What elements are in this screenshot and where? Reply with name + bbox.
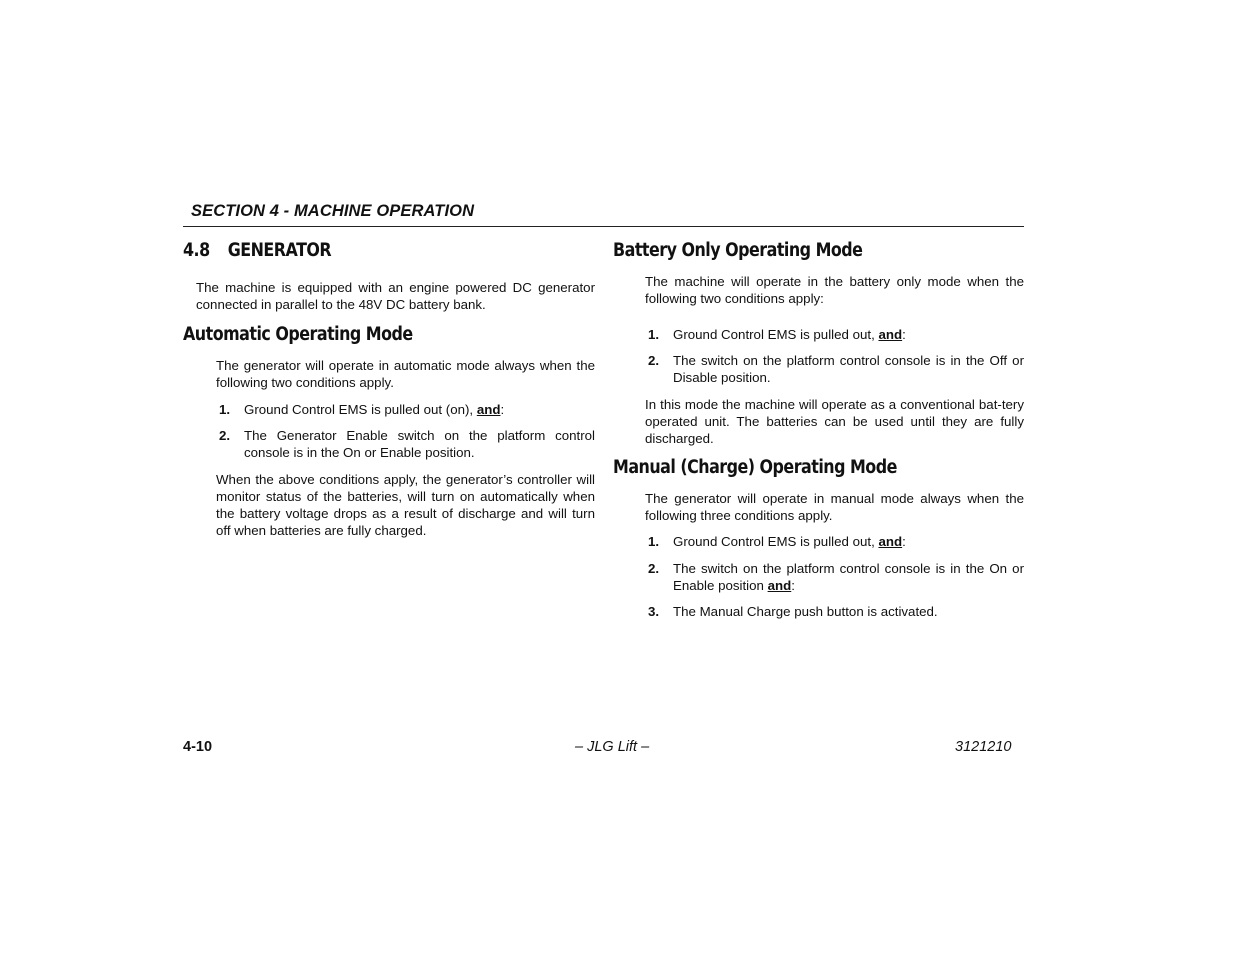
list-item-text: Ground Control EMS is pulled out, and: (673, 327, 906, 342)
section-header: SECTION 4 - MACHINE OPERATION (191, 202, 475, 220)
emphasis-and: and (878, 534, 903, 549)
generator-intro: The machine is equipped with an engine powered DC generator connected in parallel to the 48V DC battery bank. (196, 280, 595, 312)
list-item-text: Ground Control EMS is pulled out, and: (673, 534, 906, 549)
header-divider (183, 226, 1024, 227)
section-title: GENERATOR (227, 240, 332, 261)
list-marker: 2. (648, 561, 660, 576)
emphasis-and: and (878, 327, 903, 342)
list-marker: 2. (219, 428, 231, 443)
automatic-list-item (219, 401, 595, 418)
list-item-text: The switch on the platform control console is in the Off or Disable position. (673, 353, 1024, 385)
automatic-mode-closing: When the above conditions apply, the generator’s controller will monitor status of the batteries, will turn on automatically when the battery voltage drops as a result of discharge and will turn off when batteries are fully charged. (216, 472, 595, 538)
section-number: 4.8 (183, 240, 210, 261)
battery-mode-closing: In this mode the machine will operate as a conventional bat-tery operated unit. The batteries can be used until they are fully discharged. (645, 397, 1024, 446)
list-marker: 3. (648, 604, 660, 619)
automatic-list-item (219, 427, 595, 461)
battery-mode-heading: Battery Only Operating Mode (613, 240, 863, 261)
document-number: 3121210 (955, 739, 1012, 755)
manual-list-item (648, 533, 1024, 550)
battery-mode-intro: The machine will operate in the battery only mode when the following two conditions apply: (645, 274, 1024, 306)
list-marker: 1. (648, 327, 660, 342)
page-number: 4-10 (183, 739, 213, 755)
list-item-text: The switch on the platform control console is in the On or Enable position and: (673, 561, 1024, 593)
emphasis-and: and (476, 402, 501, 417)
manual-list-item (648, 603, 1024, 620)
battery-list-item (648, 326, 1024, 343)
list-item-text: Ground Control EMS is pulled out (on), and: (244, 402, 505, 417)
manual-list-item (648, 560, 1024, 594)
manual-mode-heading: Manual (Charge) Operating Mode (613, 457, 897, 478)
generator-heading (183, 240, 331, 261)
manual-mode-intro: The generator will operate in manual mode always when the following three conditions apply. (645, 491, 1024, 523)
automatic-mode-heading: Automatic Operating Mode (183, 324, 413, 345)
list-item-text: The Generator Enable switch on the platform control console is in the On or Enable position. (244, 428, 595, 460)
list-marker: 1. (648, 534, 660, 549)
emphasis-and: and (767, 578, 792, 593)
list-marker: 1. (219, 402, 231, 417)
automatic-mode-intro: The generator will operate in automatic mode always when the following two conditions apply. (216, 358, 595, 390)
battery-list-item (648, 352, 1024, 386)
list-marker: 2. (648, 353, 660, 368)
list-item-text: The Manual Charge push button is activated. (673, 604, 938, 619)
footer-publisher: – JLG Lift – (575, 739, 650, 755)
